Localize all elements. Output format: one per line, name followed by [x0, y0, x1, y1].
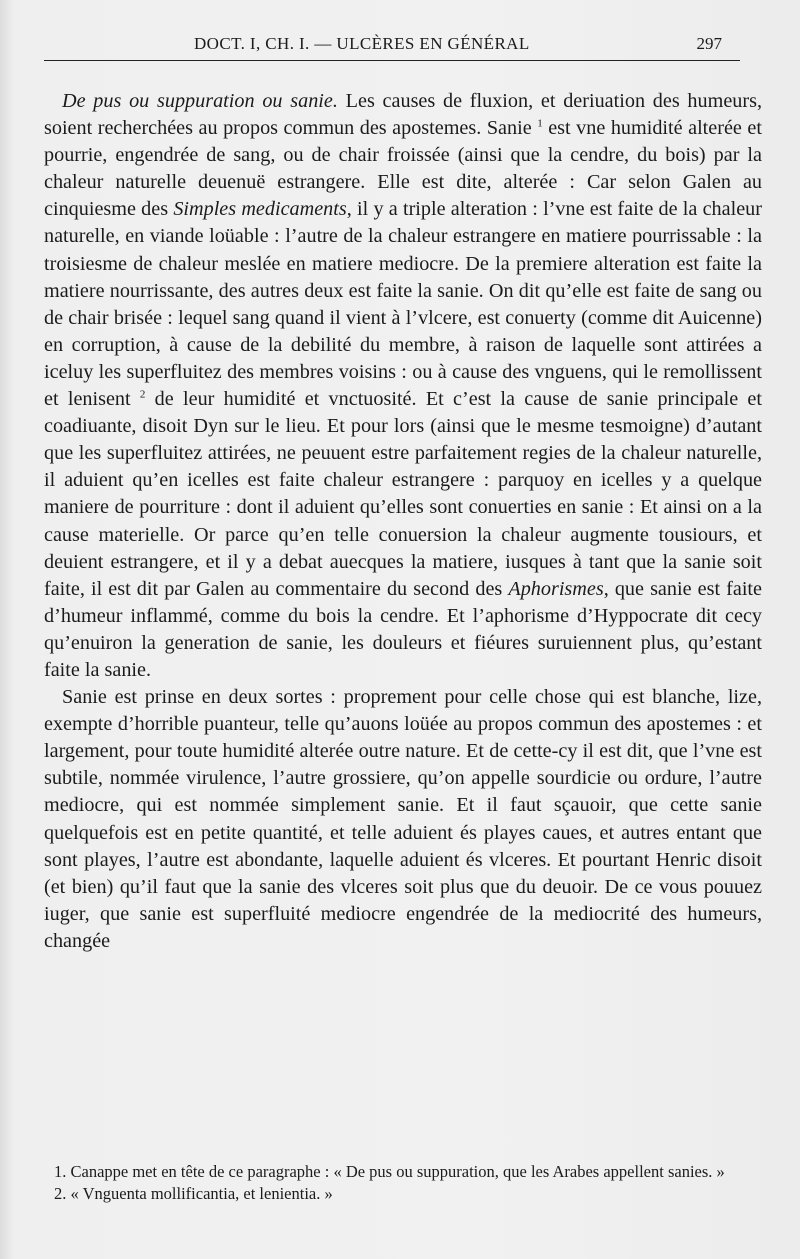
footnote-marker: 2. [54, 1184, 67, 1203]
footnote-ref-1: 1 [537, 117, 543, 130]
footnote-ref-2: 2 [139, 388, 146, 401]
text-segment: est vne humidité alterée et pourrie, engendrée de sang, ou de chair froissée (ainsi que la cendre, du bois) par la chaleur naturelle deuenuë estrangere. Elle est dite, alterée : Car selon Galen au cinquiesme des [44, 117, 762, 221]
main-text [44, 88, 762, 955]
text-segment: Les causes de fluxion, et deriuation des humeurs, soient recherchées au propos commun des apostemes. Sanie [44, 90, 762, 140]
page-number: 297 [696, 34, 722, 53]
footnote-text: Canappe met en tête de ce paragraphe : « De pus ou suppuration, que les Arabes appellent sanies. » [66, 1162, 725, 1181]
section-heading: De pus ou suppuration ou sanie. [62, 90, 338, 112]
footnote-text: « Vnguenta mollificantia, et lenientia. » [66, 1184, 333, 1203]
book-title-aphorismes: Aphorismes [508, 577, 604, 600]
footnote-1 [44, 1161, 762, 1183]
book-title-simples: Simples medicaments [173, 198, 347, 221]
page-header [44, 30, 740, 61]
paragraph-pus [44, 88, 762, 684]
running-title: DOCT. I, CH. I. — ULCÈRES EN GÉNÉRAL [194, 34, 530, 53]
text-segment: , il y a triple alteration : l’vne est faite de la chaleur naturelle, en viande loüable : l’autre de la chaleur estrangere en matiere pourrissable : la troisiesme de chaleur meslée en matiere mediocre. De la premiere alteration est faite la matiere nourrissante, des autres deux est faite la sanie. On dit qu’elle est faite de sang ou de chair brisée : lequel sang quand il vient à l’vlcere, est conuerty (comme dit Auicenne) en corruption, à cause de la debilité du membre, à raison de laquelle sont attirées a iceluy les superfluitez des membres voisins : ou à cause des vnguens, qui le remollissent et lenisent [44, 198, 762, 411]
text-segment: de leur humidité et vnctuosité. Et c’est la cause de sanie principale et coadiuante, disoit Dyn sur le lieu. Et pour lors (ainsi que le mesme tesmoigne) d’autant que les superfluitez attirées, ne peuuent estre parfaitement regies de la chaleur naturelle, il aduient qu’en icelles est faite chaleur estrangere : parquoy en icelles y a quelque maniere de pourriture : dont il aduient qu’elles sont conuerties en sanie : Et ainsi on a la cause materielle. Or parce qu’en telle conuersion la chaleur augmente tousiours, et deuient estrangere, et il y a debat auecques la matiere, iusques à tant que la sanie soit faite, il est dit par Galen au commentaire du second des [44, 388, 763, 600]
footnote-marker: 1. [54, 1162, 67, 1181]
paragraph-sanie: Sanie est prinse en deux sortes : proprement pour celle chose qui est blanche, lize, exempte d’horrible puanteur, telle qu’auons loüée au propos commun des apostemes : et largement, pour toute humidité alterée outre nature. Et de cette-cy il est dit, que l’vne est subtile, nommée virulence, l’autre grossiere, qu’on appelle sourdicie ou ordure, l’autre mediocre, qui est nommée simplement sanie. Et il faut sçauoir, que cette sanie quelquefois est en petite quantité, et telle aduient és playes caues, et autres entant que sont playes, l’autre est abondante, laquelle aduient és vlceres. Et pourtant Henric disoit (et bien) qu’il faut que la sanie des vlceres soit plus que du deuoir. De ce vous pouuez iuger, que sanie est superfluité mediocre engendrée de la mediocrité des humeurs, changée [44, 686, 762, 952]
footnote-2 [44, 1183, 762, 1205]
text-segment: , que sanie est faite d’humeur inflammé, comme du bois la cendre. Et l’aphorisme d’Hyppocrate dit cecy qu’enuiron la generation de sanie, les douleurs et fiéures suruiennent plus, qu’estant faite la sanie. [44, 577, 762, 681]
footnotes [44, 1161, 762, 1205]
